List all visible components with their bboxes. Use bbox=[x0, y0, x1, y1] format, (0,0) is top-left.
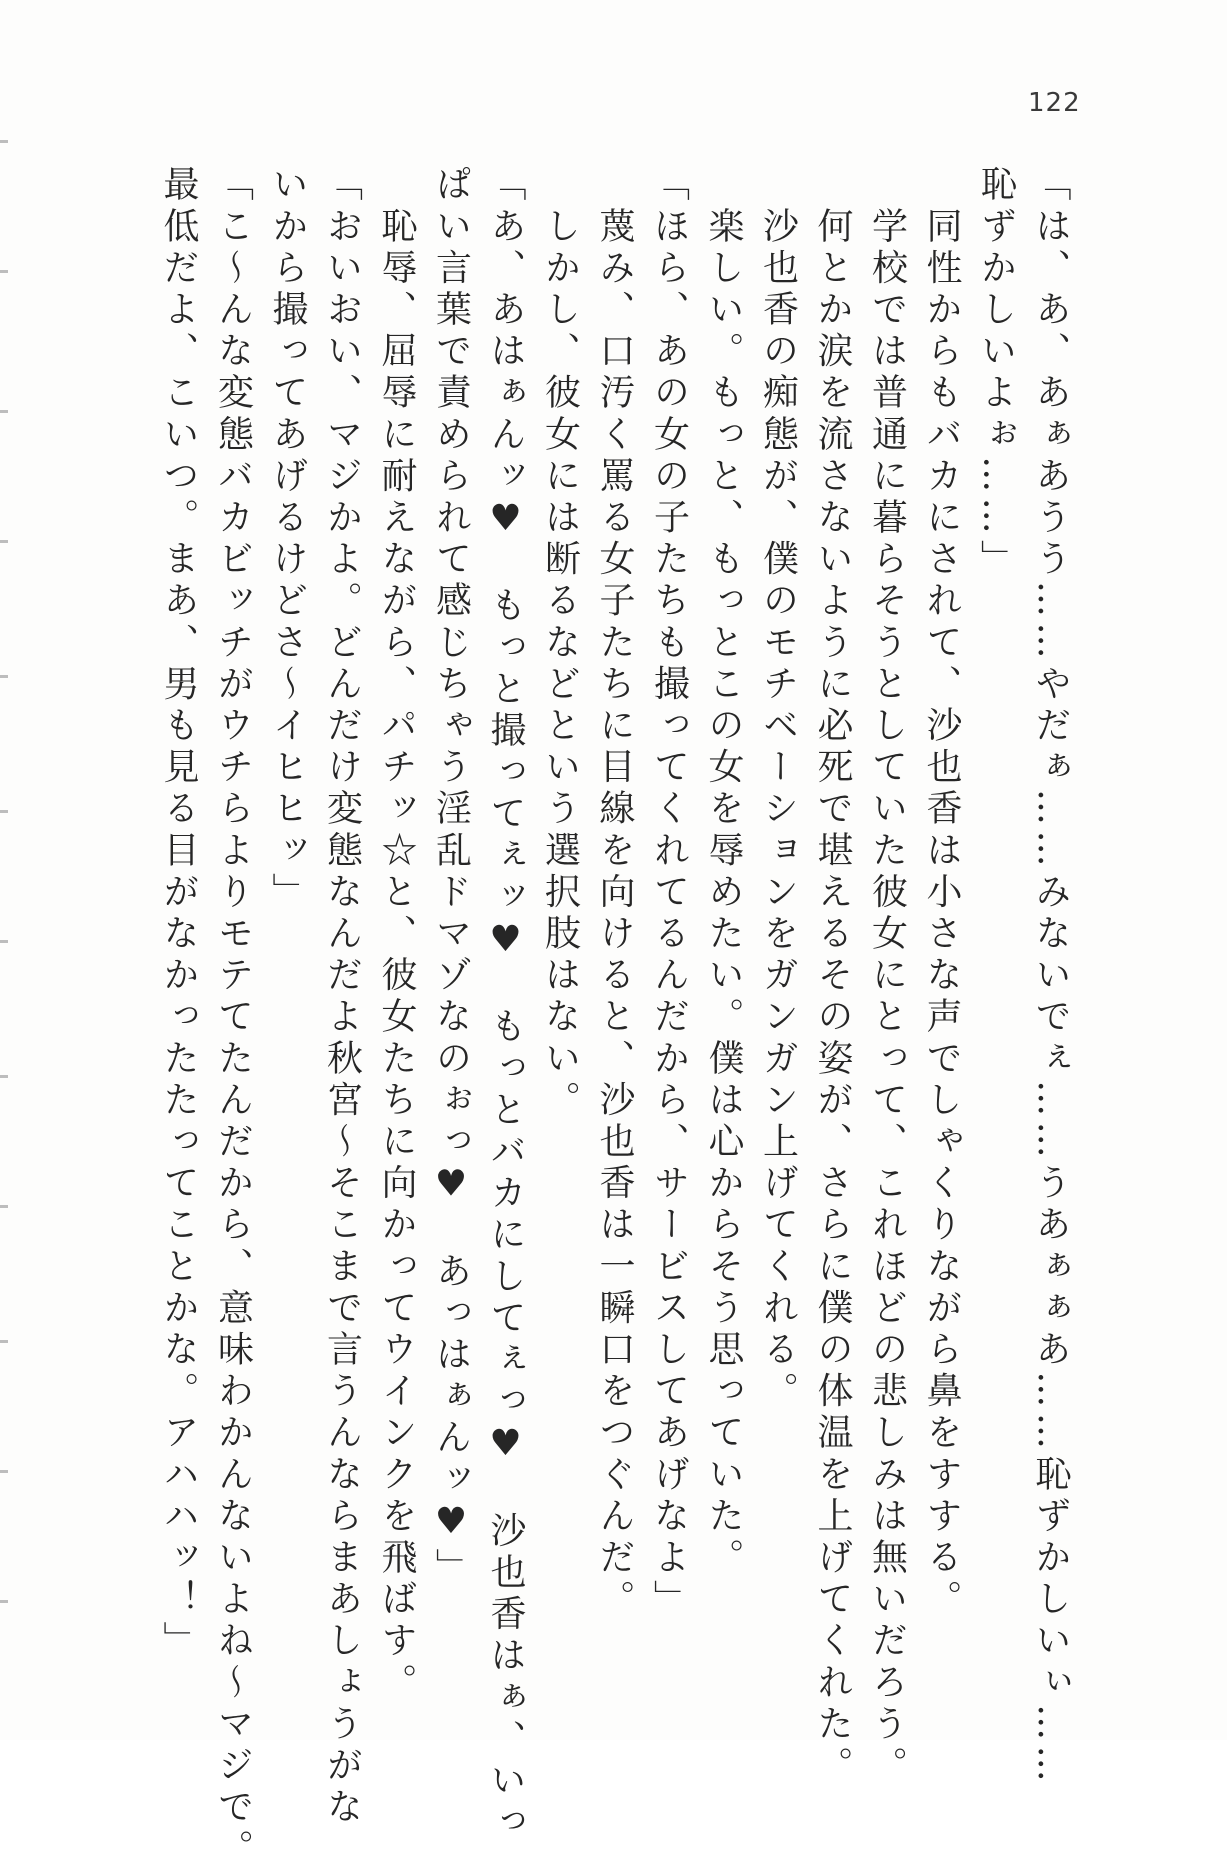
text-line: 恥辱、屈辱に耐えながら、パチッ☆と、彼女たちに向かってウインクを飛ばす。 bbox=[376, 165, 417, 1705]
text-line: 同性からもバカにされて、沙也香は小さな声でしゃくりながら鼻をすする。 bbox=[921, 165, 962, 1621]
text-line: 「あ、あはぁんッ♥ もっと撮ってぇッ♥ もっとバカにしてぇっ♥ 沙也香はぁ、いっ bbox=[485, 165, 526, 1844]
text-line: 「こ～んな変態バカビッチがウチらよりモテてたんだから、意味わかんないよね～マジで。 bbox=[212, 165, 254, 1871]
text-line: 何とか涙を流さないように必死で堪えるその姿が、さらに僕の体温を上げてくれた。 bbox=[812, 165, 853, 1788]
text-line: しかし、彼女には断るなどという選択肢はない。 bbox=[539, 165, 581, 1122]
text-line: 「おいおい、マジかよ。どんだけ変態なんだよ秋宮～そこまで言うんならまあしょうがな bbox=[321, 165, 363, 1829]
text-line: いから撮ってあげるけどさ～イヒヒッ」 bbox=[267, 165, 308, 914]
text-line: 最低だよ、こいつ。まあ、男も見る目がなかったたってことかな。アハハッ！」 bbox=[158, 165, 199, 1663]
text-line: 楽しい。もっと、もっとこの女を辱めたい。僕は心からそう思っていた。 bbox=[703, 165, 744, 1580]
text-line: ぱい言葉で責められて感じちゃう淫乱ドマゾなのぉっ♥ あっはぁんッ♥」 bbox=[430, 165, 472, 1590]
text-line: 沙也香の痴態が、僕のモチベーションをガンガン上げてくれる。 bbox=[757, 165, 799, 1413]
text-line: 恥ずかしいよぉ……」 bbox=[975, 165, 1017, 581]
text-line: 学校では普通に暮らそうとしていた彼女にとって、これほどの悲しみは無いだろう。 bbox=[866, 165, 908, 1788]
text-line: 「は、あ、あぁあうう……やだぁ……みないでぇ……うあぁぁあ……恥ずかしいぃ…… bbox=[1030, 165, 1071, 1788]
page-number: 122 bbox=[1028, 88, 1081, 118]
text-line: 蔑み、口汚く罵る女子たちに目線を向けると、沙也香は一瞬口をつぐんだ。 bbox=[594, 165, 635, 1621]
novel-text-body bbox=[151, 165, 1078, 1871]
page-edge-marks bbox=[0, 0, 12, 1740]
text-line: 「ほら、あの女の子たちも撮ってくれてるんだから、サービスしてあげなよ」 bbox=[648, 165, 690, 1621]
